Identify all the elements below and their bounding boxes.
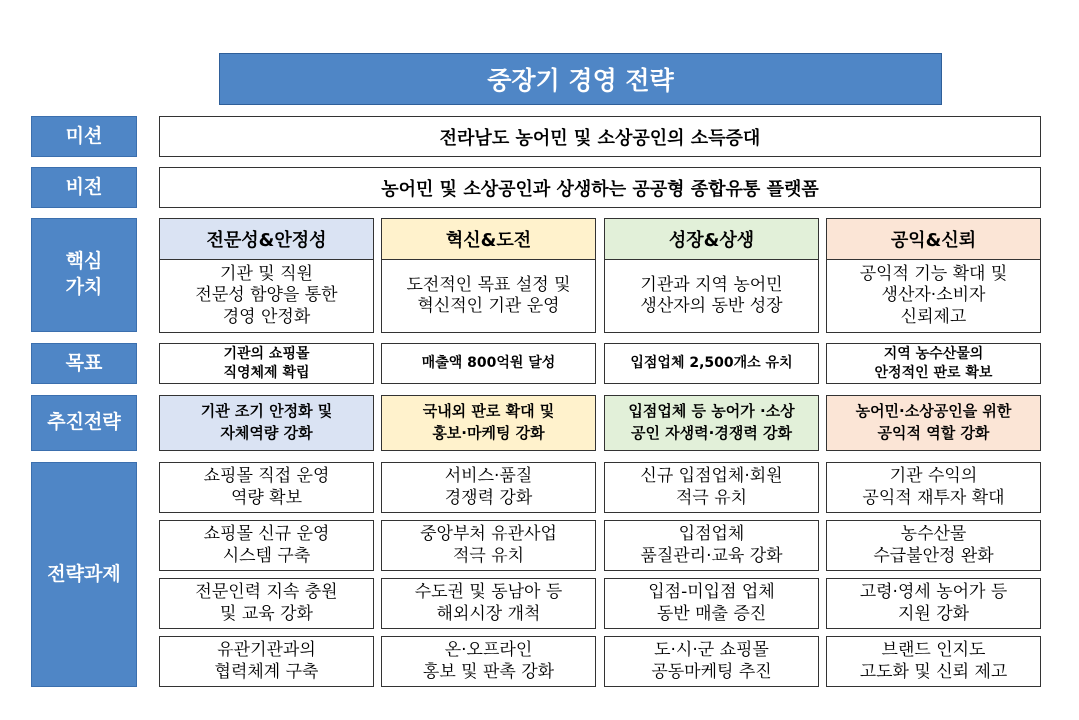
core-value-desc: 기관과 지역 농어민 생산자의 동반 성장: [604, 259, 819, 333]
task-box: 농수산물 수급불안정 완화: [826, 520, 1041, 571]
strategy-box: 입점업체 등 농어가 ·소상 공인 자생력·경쟁력 강화: [604, 395, 819, 451]
task-box: 고령·영세 농어가 등 지원 강화: [826, 578, 1041, 629]
strategy-box: 국내외 판로 확대 및 홍보·마케팅 강화: [381, 395, 596, 451]
task-box: 쇼핑몰 직접 운영 역량 확보: [159, 462, 374, 513]
page-title: 중장기 경영 전략: [219, 53, 942, 105]
label-goals: 목표: [31, 343, 137, 384]
goal-box: 매출액 800억원 달성: [381, 343, 596, 384]
task-box: 도·시·군 쇼핑몰 공동마케팅 추진: [604, 636, 819, 687]
strategy-box: 기관 조기 안정화 및 자체역량 강화: [159, 395, 374, 451]
mission-box: 전라남도 농어민 및 소상공인의 소득증대: [159, 116, 1041, 157]
task-box: 기관 수익의 공익적 재투자 확대: [826, 462, 1041, 513]
task-box: 신규 입점업체·회원 적극 유치: [604, 462, 819, 513]
goal-box: 기관의 쇼핑몰 직영체제 확립: [159, 343, 374, 384]
vision-box: 농어민 및 소상공인과 상생하는 공공형 종합유통 플랫폼: [159, 167, 1041, 208]
core-value-title: 성장&상생: [604, 218, 819, 260]
strategy-box: 농어민·소상공인을 위한 공익적 역할 강화: [826, 395, 1041, 451]
label-mission: 미션: [31, 116, 137, 157]
core-value-desc: 공익적 기능 확대 및 생산자·소비자 신뢰제고: [826, 259, 1041, 333]
task-box: 중앙부처 유관사업 적극 유치: [381, 520, 596, 571]
core-value-title: 공익&신뢰: [826, 218, 1041, 260]
task-box: 입점-미입점 업체 동반 매출 증진: [604, 578, 819, 629]
core-value-title: 전문성&안정성: [159, 218, 374, 260]
task-box: 온·오프라인 홍보 및 판촉 강화: [381, 636, 596, 687]
core-value-title: 혁신&도전: [381, 218, 596, 260]
label-vision: 비전: [31, 167, 137, 208]
task-box: 브랜드 인지도 고도화 및 신뢰 제고: [826, 636, 1041, 687]
label-core-values: 핵심 가치: [31, 218, 137, 332]
task-box: 수도권 및 동남아 등 해외시장 개척: [381, 578, 596, 629]
task-box: 서비스·품질 경쟁력 강화: [381, 462, 596, 513]
goal-box: 입점업체 2,500개소 유치: [604, 343, 819, 384]
task-box: 쇼핑몰 신규 운영 시스템 구축: [159, 520, 374, 571]
task-box: 입점업체 품질관리·교육 강화: [604, 520, 819, 571]
core-value-desc: 기관 및 직원 전문성 함양을 통한 경영 안정화: [159, 259, 374, 333]
task-box: 유관기관과의 협력체계 구축: [159, 636, 374, 687]
label-strategies: 추진전략: [31, 395, 137, 451]
core-value-desc: 도전적인 목표 설정 및 혁신적인 기관 운영: [381, 259, 596, 333]
label-tasks: 전략과제: [31, 462, 137, 687]
goal-box: 지역 농수산물의 안정적인 판로 확보: [826, 343, 1041, 384]
task-box: 전문인력 지속 충원 및 교육 강화: [159, 578, 374, 629]
